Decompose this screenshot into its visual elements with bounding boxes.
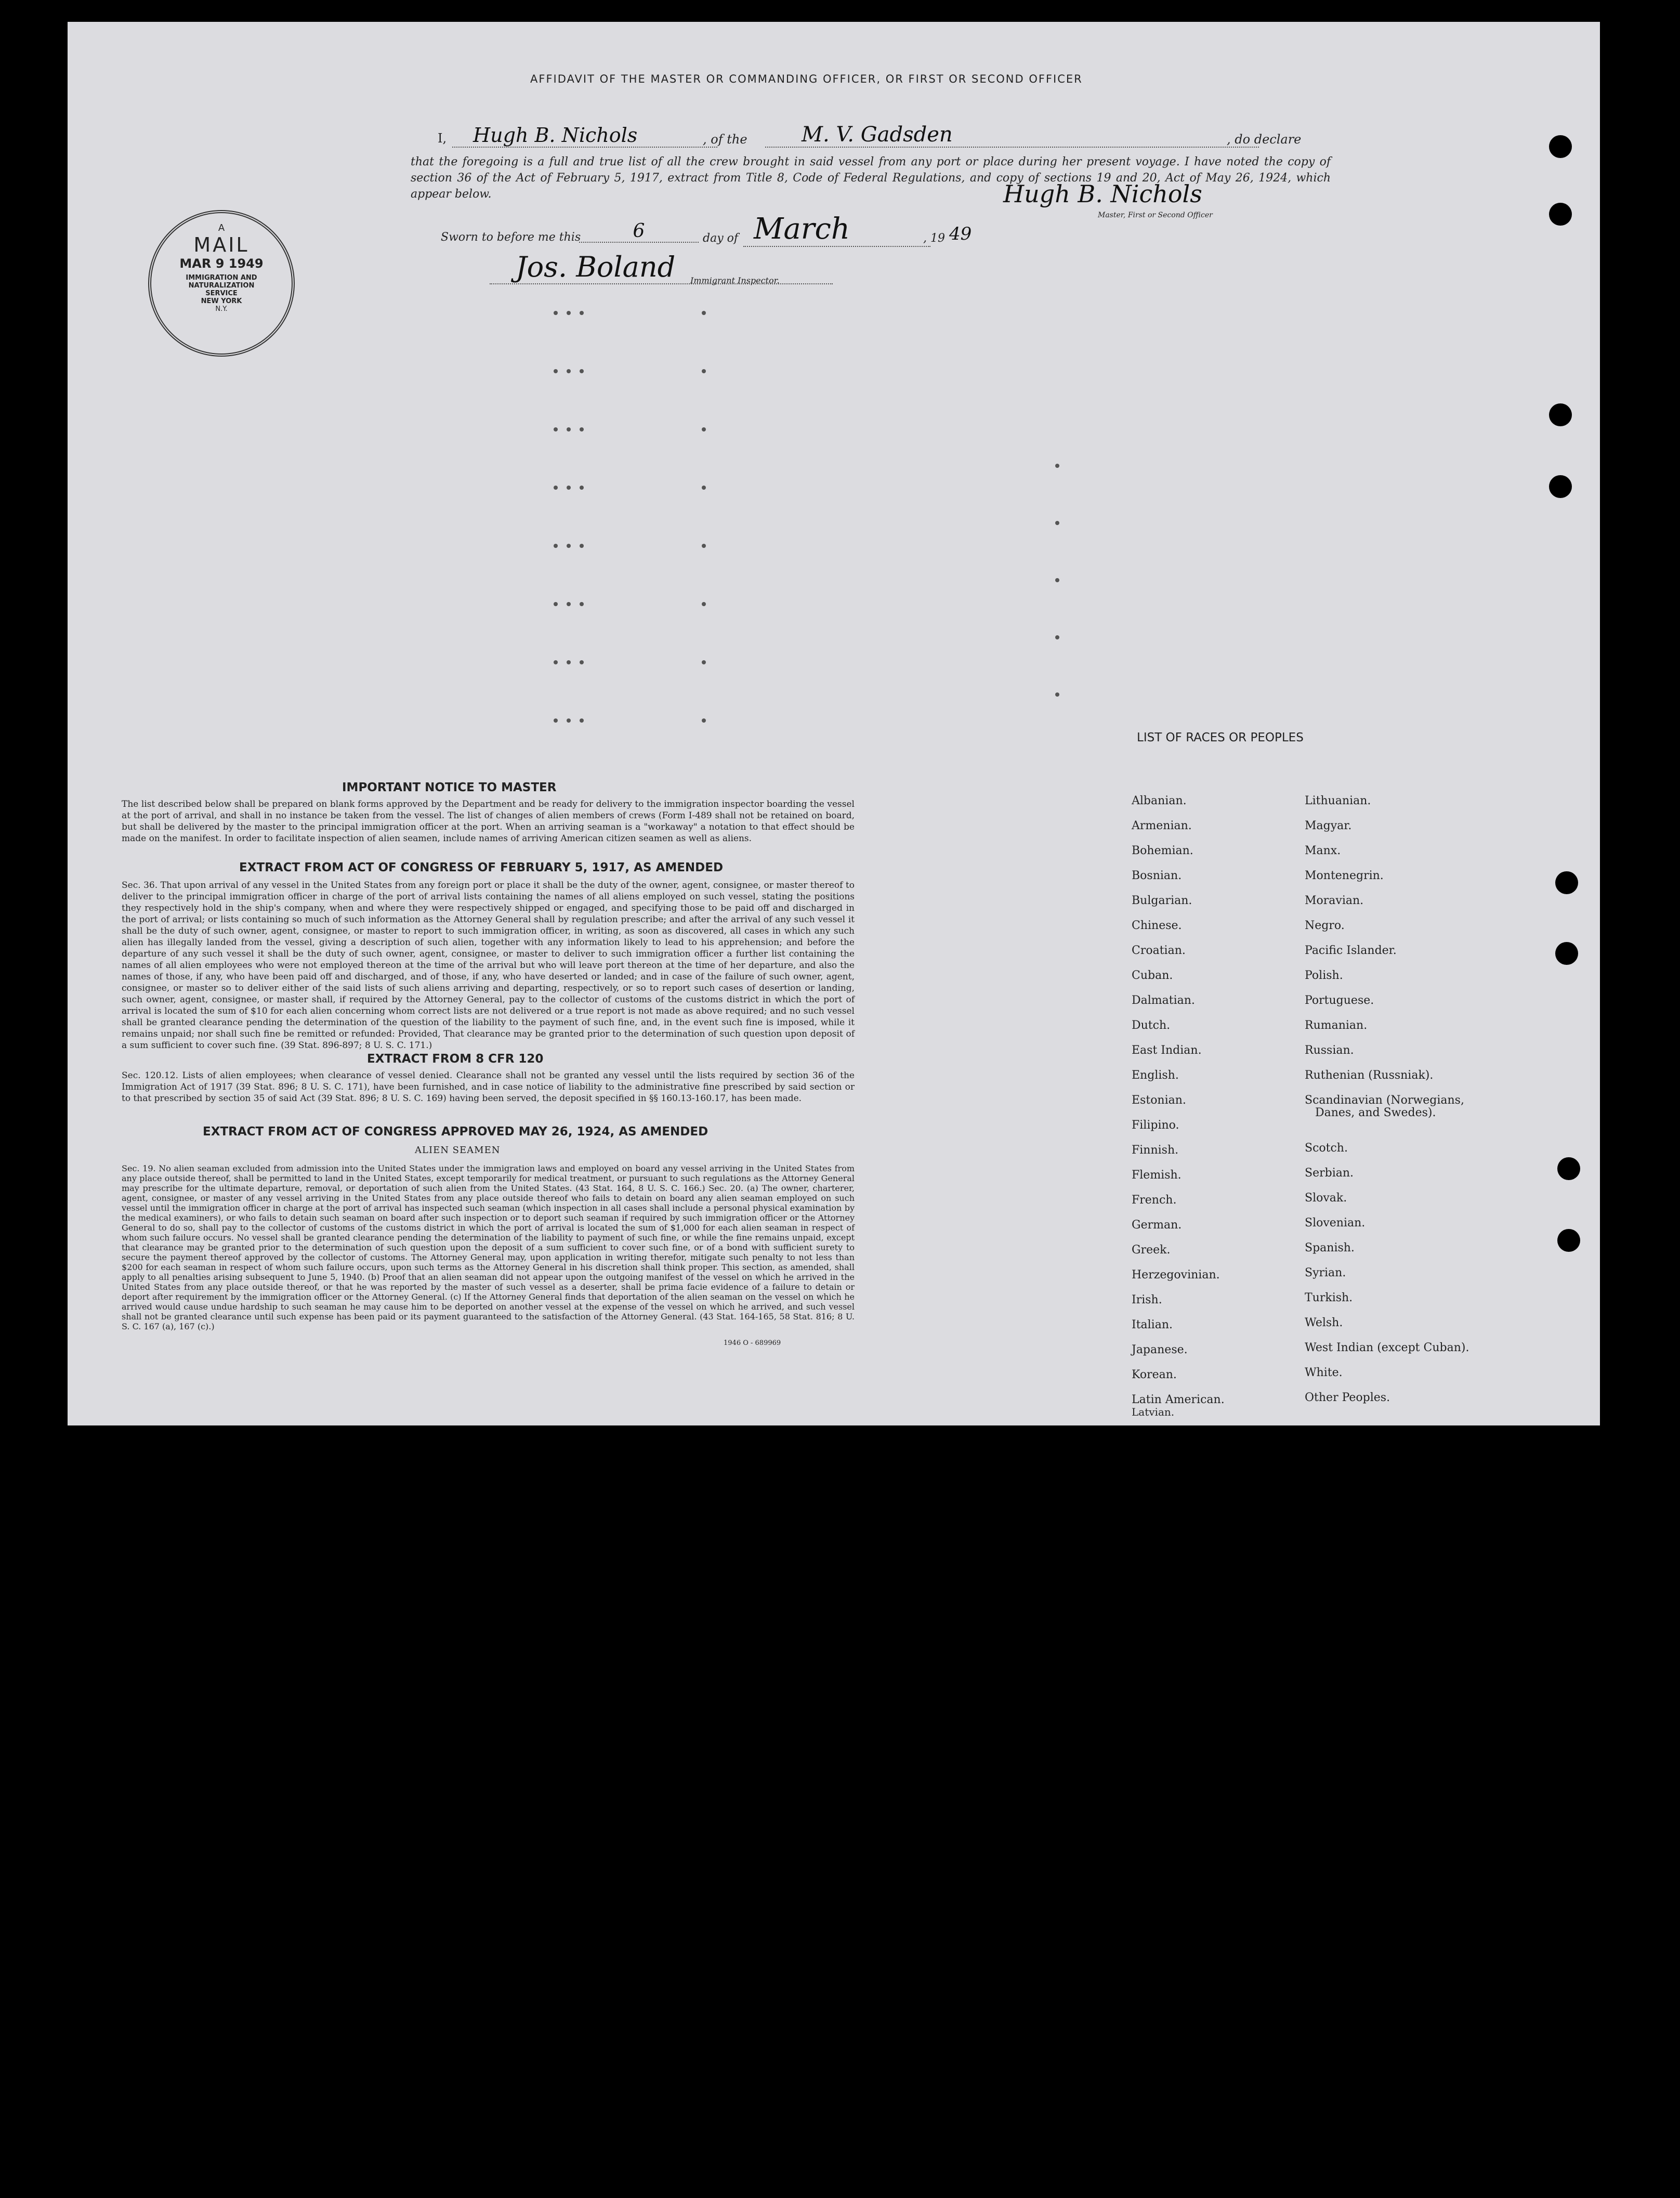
race-item: Albanian. xyxy=(1132,794,1187,807)
punch-hole xyxy=(1557,1229,1580,1252)
race-item: German. xyxy=(1132,1219,1182,1232)
race-item: Spanish. xyxy=(1305,1241,1355,1254)
race-item: Syrian. xyxy=(1305,1266,1346,1279)
punch-hole xyxy=(1557,1157,1580,1180)
race-item: Latin American. xyxy=(1132,1393,1225,1406)
punch-hole xyxy=(1555,942,1578,965)
race-item: Danes, and Swedes). xyxy=(1315,1106,1436,1119)
extract3-text: Sec. 19. No alien seaman excluded from admission into the United States under the immigration laws and employed on board any vessel arriving in the United States from any place outside thereof, shall be permitted to land in the United States, except temporarily for medical treatment, or pursuant to such regulations as the Attorney General may prescribe for the ultimate departure, removal, or deportation of such alien from the United States. (43 Stat. 164, 8 U. S. C. 166.) Sec. 20. (a) The owner, charterer, agent, consignee, or master of any vessel arriving in the United States from any place outside thereof who fails to detain on board any alien seaman employed on such vessel until the immigration officer in charge at the port of arrival has inspected such seaman (which inspection in all cases shall include a personal physical examination by the medical examiners), or who fails to detain such seaman on board after such inspection or to deport such seaman if required by such immigration officer or the Attorney General to do so, shall pay to the collector of customs of the customs district in which the port of arrival is located the sum of $1,000 for each alien seaman in respect of whom such failure occurs. No vessel shall be granted clearance pending the determination of the liability to payment of such fine, or while the fine remains unpaid, except that clearance may be granted prior to the determination of such question upon the deposit of a sum sufficient to cover such fine, or of a bond with sufficient surety to secure the payment thereof approved by the collector of customs. The Attorney General may, upon application in writing therefor, mitigate such penalty to not less than $200 for each seaman in respect of whom such failure occurs, upon such terms as the Attorney General in his discretion shall think proper. This section, as amended, shall apply to all penalties arising subsequent to June 5, 1940. (b) Proof that an alien seaman did not appear upon the outgoing manifest of the vessel on which he arrived in the United States from any place outside thereof, or that he was reported by the master of such vessel as a deserter, shall be prima facie evidence of a failure to detain or deport after requirement by the immigration officer or the Attorney General. (c) If the Attorney General finds that deportation of the alien seaman on the vessel on which he arrived would cause undue hardship to such seaman he may cause him to be deported on another vessel at the expense of the vessel on which he arrived, and such vessel shall not be granted clearance until such expense has been paid or its payment guaranteed to the satisfaction of the Attorney General. (43 Stat. 164-165, 58 Stat. 816; 8 U. S. C. 167 (a), 167 (c).) xyxy=(122,1163,855,1331)
year-prefix: , 19 xyxy=(923,232,945,245)
race-item: Scandinavian (Norwegians, xyxy=(1305,1094,1464,1107)
race-item: Slovak. xyxy=(1305,1192,1347,1205)
notice-text: The list described below shall be prepared on blank forms approved by the Department and be ready for delivery to the immigration inspector boarding the vessel at the port of arrival, and shall in no instance be taken from the vessel. The list of changes of alien members of crews (Form I-489 shall not be retained on board, but shall be delivered by the master to the principal immigration officer at the port. When an arriving seaman is a "workaway" a notation to that effect should be made on the manifest. In order to facilitate inspection of alien seamen, include names of arriving American citizen seamen as well as aliens. xyxy=(122,799,855,844)
race-item: Slovenian. xyxy=(1305,1216,1366,1229)
race-item: Bosnian. xyxy=(1132,869,1182,882)
affidavit-body: that the foregoing is a full and true list of all the crew brought in said vessel from any port or place during her present voyage. I have noted the copy of section 36 of the Act of February 5, 1917, extract from Title 8, Code of Federal Regulations, and copy of sections 19 and 20, Act of May 26, 1924, which appear below. xyxy=(411,155,1331,201)
race-item: Scotch. xyxy=(1305,1142,1348,1155)
sworn-day: 6 xyxy=(579,220,699,243)
stamp-line1: IMMIGRATION AND xyxy=(186,274,257,282)
master-signature: Hugh B. Nichols xyxy=(1003,180,1202,208)
race-item: Japanese. xyxy=(1132,1343,1188,1356)
signature-caption: Master, First or Second Officer xyxy=(1098,211,1213,219)
race-item: Russian. xyxy=(1305,1044,1354,1057)
race-item: Polish. xyxy=(1305,969,1343,982)
race-item: Korean. xyxy=(1132,1368,1177,1381)
race-item: Filipino. xyxy=(1132,1119,1179,1132)
sworn-month: March xyxy=(743,212,930,247)
stamp-line2: NATURALIZATION xyxy=(188,282,255,290)
race-item: Bulgarian. xyxy=(1132,894,1192,907)
vessel-name-handwritten: M. V. Gadsden xyxy=(765,123,1259,148)
do-declare-label: , do declare xyxy=(1227,132,1302,147)
stamp-mail: MAIL xyxy=(193,233,250,256)
race-item: Ruthenian (Russniak). xyxy=(1305,1069,1434,1082)
race-item: French. xyxy=(1132,1194,1177,1207)
race-item: Chinese. xyxy=(1132,919,1182,932)
race-item: Estonian. xyxy=(1132,1094,1186,1107)
race-item: Moravian. xyxy=(1305,894,1364,907)
document-page xyxy=(68,22,1600,1425)
race-item: Irish. xyxy=(1132,1293,1162,1306)
inspector-signature: Jos. Boland xyxy=(490,251,833,284)
punch-hole xyxy=(1549,203,1572,226)
master-name-handwritten: Hugh B. Nichols xyxy=(452,124,717,148)
race-item: Italian. xyxy=(1132,1318,1173,1331)
race-item: English. xyxy=(1132,1069,1179,1082)
punch-hole xyxy=(1549,135,1572,158)
race-item: Flemish. xyxy=(1132,1169,1182,1182)
race-item: West Indian (except Cuban). xyxy=(1305,1341,1469,1354)
stamp-line3: SERVICE xyxy=(205,290,238,297)
extract2-text: Sec. 120.12. Lists of alien employees; when clearance of vessel denied. Clearance shall not be granted any vessel until the lists required by section 36 of the Immigration Act of 1917 (39 Stat. 896; 8 U. S. C. 171), have been furnished, and in case notice of liability to the administrative fine prescribed by said section or to that prescribed by section 35 of said Act (39 Stat. 896; 8 U. S. C. 169) having been served, the deposit specified in §§ 160.13-160.17, has been made. xyxy=(122,1070,855,1104)
print-code: 1946 O - 689969 xyxy=(724,1339,781,1347)
affidavit-title: AFFIDAVIT OF THE MASTER OR COMMANDING OFFICER, OR FIRST OR SECOND OFFICER xyxy=(530,73,1083,85)
race-item: Dalmatian. xyxy=(1132,994,1195,1007)
race-item: Other Peoples. xyxy=(1305,1391,1390,1404)
race-item: Finnish. xyxy=(1132,1144,1179,1157)
extract2-title: EXTRACT FROM 8 CFR 120 xyxy=(367,1052,544,1066)
i-label: I, xyxy=(438,131,447,146)
extract3-title: EXTRACT FROM ACT OF CONGRESS APPROVED MAY 26, 1924, AS AMENDED xyxy=(203,1125,708,1139)
race-item: Lithuanian. xyxy=(1305,794,1371,807)
immigration-mail-stamp xyxy=(148,210,295,357)
stamp-line5: N.Y. xyxy=(215,305,228,313)
stamp-line4: NEW YORK xyxy=(201,297,242,305)
race-item: Serbian. xyxy=(1305,1167,1354,1180)
stamp-date: MAR 9 1949 xyxy=(179,256,264,271)
sworn-label: Sworn to before me this xyxy=(441,231,581,244)
notice-title: IMPORTANT NOTICE TO MASTER xyxy=(342,781,557,794)
of-the-label: , of the xyxy=(703,132,747,147)
race-item: Rumanian. xyxy=(1305,1019,1368,1032)
race-item: Portuguese. xyxy=(1305,994,1374,1007)
race-item: Montenegrin. xyxy=(1305,869,1384,882)
year-suffix: 49 xyxy=(949,224,972,244)
race-item: Croatian. xyxy=(1132,944,1186,957)
race-item: Pacific Islander. xyxy=(1305,944,1397,957)
race-item: Turkish. xyxy=(1305,1291,1353,1304)
extract1-title: EXTRACT FROM ACT OF CONGRESS OF FEBRUARY 5, 1917, AS AMENDED xyxy=(239,861,724,874)
race-item: Magyar. xyxy=(1305,819,1352,832)
race-item: Negro. xyxy=(1305,919,1345,932)
race-item: Herzegovinian. xyxy=(1132,1268,1220,1281)
punch-hole xyxy=(1555,871,1578,894)
races-title: LIST OF RACES OR PEOPLES xyxy=(1137,731,1304,744)
race-item: East Indian. xyxy=(1132,1044,1202,1057)
race-item: Greek. xyxy=(1132,1244,1171,1257)
races-right-column xyxy=(1305,794,1585,1418)
race-item: Armenian. xyxy=(1132,819,1192,832)
stamp-top: A xyxy=(218,223,225,233)
punch-hole xyxy=(1549,475,1572,498)
race-item: Cuban. xyxy=(1132,969,1173,982)
race-item: Manx. xyxy=(1305,844,1341,857)
race-item: White. xyxy=(1305,1366,1343,1379)
race-item: Latvian. xyxy=(1132,1406,1175,1418)
extract1-text: Sec. 36. That upon arrival of any vessel in the United States from any foreign port or place it shall be the duty of the owner, agent, consignee, or master thereof to deliver to the principal immigration officer in charge of the port of arrival lists containing the names of all aliens employed on such vessel, stating the positions they respectively hold in the ship's company, when and where they were respectively shipped or engaged, and specifying those to be paid off and discharged in the port of arrival; or lists containing so much of such information as the Attorney General shall by regulation prescribe; and after the arrival of any such vessel it shall be the duty of such owner, agent, consignee, or master to report to such immigration officer, in writing, as soon as discovered, all cases in which any such alien has illegally landed from the vessel, giving a description of such alien, together with any information likely to lead to his apprehension; and before the departure of any such vessel it shall be the duty of such owner, agent, consignee, or master to deliver to such immigration officer a further list containing the names of all alien employees who were not employed thereon at the time of the arrival but who will leave port thereon at the time of her departure, and also the names of those, if any, who have been paid off and discharged, and of those, if any, who have deserted or landed; and in case of the failure of such owner, agent, consignee, or master so to deliver either of the said lists of such aliens arriving and departing, respectively, or so to report such cases of desertion or landing, such owner, agent, consignee, or master shall, if required by the Attorney General, pay to the collector of customs of the customs district in which the port of arrival is located the sum of $10 for each alien concerning whom correct lists are not delivered or a true report is not made as above required; and no such vessel shall be granted clearance pending the determination of the question of the liability to the payment of such fine, and, in the event such fine is imposed, while it remains unpaid; nor shall such fine be remitted or refunded: Provided, That clearance may be granted prior to the determination of such question upon deposit of a sum sufficient to cover such fine. (39 Stat. 896-897; 8 U. S. C. 171.) xyxy=(122,880,855,1051)
race-item: Welsh. xyxy=(1305,1316,1343,1329)
extract3-subtitle: ALIEN SEAMEN xyxy=(415,1145,501,1156)
day-of-label: day of xyxy=(703,232,739,245)
race-item: Dutch. xyxy=(1132,1019,1171,1032)
inspector-caption: Immigrant Inspector. xyxy=(690,276,780,285)
punch-hole xyxy=(1549,403,1572,426)
race-item: Bohemian. xyxy=(1132,844,1193,857)
